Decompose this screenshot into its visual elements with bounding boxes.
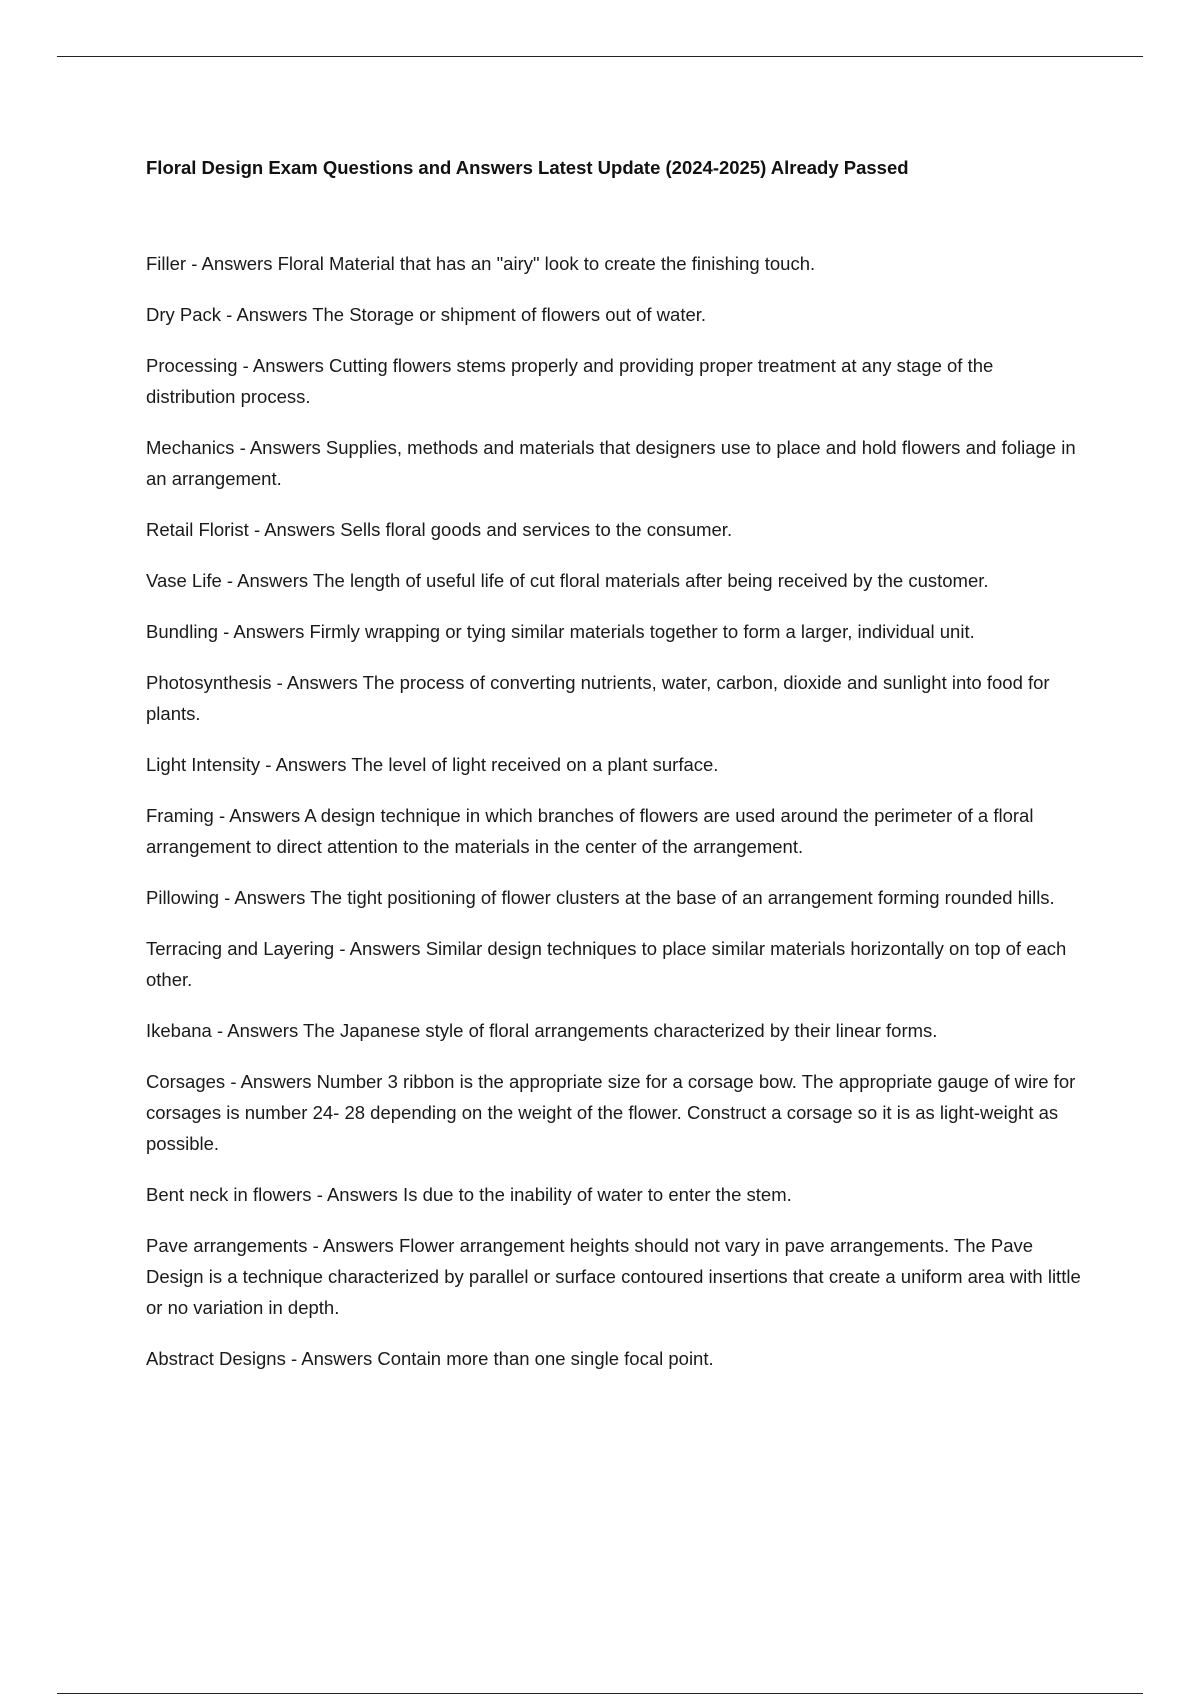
entry-abstract-designs: Abstract Designs - Answers Contain more than one single focal point.	[146, 1348, 714, 1369]
entry-framing: Framing - Answers A design technique in which branches of flowers are used around the perimeter of a floral arrangement to direct attention to the materials in the center of the arrangement.	[146, 805, 1034, 857]
entry-list	[146, 248, 1086, 1394]
entry-vase-life: Vase Life - Answers The length of useful life of cut floral materials after being received by the customer.	[146, 570, 989, 591]
entry-ikebana: Ikebana - Answers The Japanese style of floral arrangements characterized by their linear forms.	[146, 1020, 938, 1041]
bottom-rule	[57, 1693, 1143, 1694]
entry-terracing-layering: Terracing and Layering - Answers Similar design techniques to place similar materials horizontally on top of each other.	[146, 938, 1067, 990]
top-rule	[57, 56, 1143, 57]
entry-light-intensity: Light Intensity - Answers The level of light received on a plant surface.	[146, 754, 719, 775]
entry-mechanics: Mechanics - Answers Supplies, methods and materials that designers use to place and hold flowers and foliage in an arrangement.	[146, 437, 1076, 489]
entry-bundling: Bundling - Answers Firmly wrapping or tying similar materials together to form a larger, individual unit.	[146, 621, 975, 642]
page-title: Floral Design Exam Questions and Answers Latest Update (2024-2025) Already Passed	[146, 157, 909, 179]
entry-corsages: Corsages - Answers Number 3 ribbon is the appropriate size for a corsage bow. The appropriate gauge of wire for corsages is number 24- 28 depending on the weight of the flower. Construct a corsage so it is as light-weight as possible.	[146, 1071, 1076, 1154]
entry-photosynthesis: Photosynthesis - Answers The process of converting nutrients, water, carbon, dioxide and sunlight into food for plants.	[146, 672, 1050, 724]
entry-retail-florist: Retail Florist - Answers Sells floral goods and services to the consumer.	[146, 519, 733, 540]
entry-filler: Filler - Answers Floral Material that has an "airy" look to create the finishing touch.	[146, 253, 816, 274]
entry-dry-pack: Dry Pack - Answers The Storage or shipment of flowers out of water.	[146, 304, 707, 325]
entry-bent-neck: Bent neck in flowers - Answers Is due to the inability of water to enter the stem.	[146, 1184, 792, 1205]
entry-processing: Processing - Answers Cutting flowers stems properly and providing proper treatment at any stage of the distribution process.	[146, 355, 994, 407]
entry-pillowing: Pillowing - Answers The tight positioning of flower clusters at the base of an arrangement forming rounded hills.	[146, 887, 1055, 908]
entry-pave-arrangements: Pave arrangements - Answers Flower arrangement heights should not vary in pave arrangements. The Pave Design is a technique characterized by parallel or surface contoured insertions that create a uniform area with little or no variation in depth.	[146, 1235, 1081, 1318]
